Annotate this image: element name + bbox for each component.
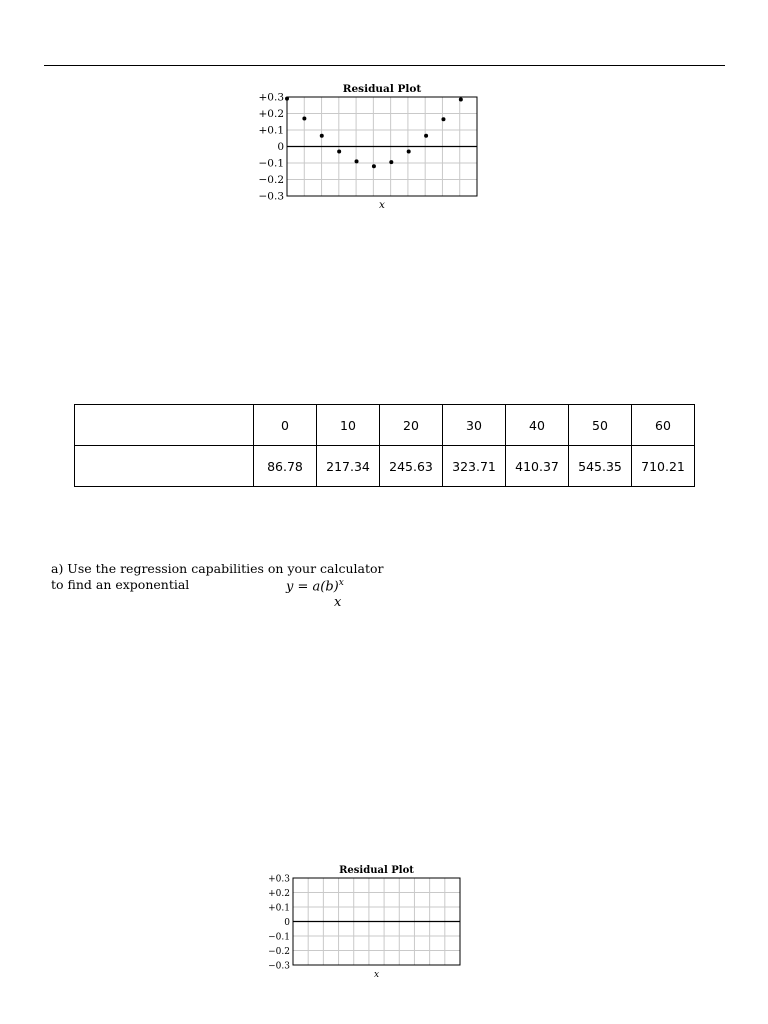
- residual-point: [337, 149, 341, 153]
- table-row-label: [75, 405, 254, 446]
- residual-point: [441, 117, 445, 121]
- table-cell: 710.21: [632, 446, 695, 487]
- y-tick-label: +0.1: [268, 903, 290, 914]
- header-rule: [44, 65, 725, 66]
- y-tick-label: +0.2: [258, 108, 284, 120]
- formula-main: y = a(b): [286, 579, 339, 595]
- y-tick-label: 0: [277, 141, 284, 153]
- formula-variable-below: x: [334, 595, 342, 610]
- y-tick-label: +0.3: [258, 91, 284, 104]
- y-tick-label: −0.3: [258, 190, 284, 203]
- residual-point: [285, 97, 289, 101]
- x-axis-label: x: [379, 199, 385, 211]
- table-row-y: [75, 446, 695, 487]
- table-cell: 20: [380, 405, 443, 446]
- data-table: [74, 404, 695, 487]
- exponential-formula: [286, 578, 344, 594]
- y-tick-label: −0.2: [268, 947, 290, 957]
- residual-plot-top: [250, 82, 490, 214]
- y-tick-label: −0.2: [258, 174, 284, 186]
- residual-point: [320, 134, 324, 138]
- table-row-label: [75, 446, 254, 487]
- plot-title: Residual Plot: [339, 865, 414, 876]
- x-axis-label: x: [373, 970, 380, 980]
- residual-point: [424, 134, 428, 138]
- residual-point: [372, 164, 376, 168]
- table-cell: 245.63: [380, 446, 443, 487]
- residual-plot-top-svg: [250, 82, 490, 214]
- table-row-x: [75, 405, 695, 446]
- y-tick-label: −0.1: [268, 932, 290, 943]
- table-cell: 0: [254, 405, 317, 446]
- table-cell: 50: [569, 405, 632, 446]
- y-tick-label: +0.2: [268, 889, 290, 899]
- table-cell: 410.37: [506, 446, 569, 487]
- table-cell: 86.78: [254, 446, 317, 487]
- table-cell: 323.71: [443, 446, 506, 487]
- table-cell: 30: [443, 405, 506, 446]
- residual-plot-bottom: [256, 865, 476, 983]
- table-cell: 10: [317, 405, 380, 446]
- y-tick-label: +0.3: [268, 874, 290, 885]
- y-tick-label: −0.3: [268, 961, 290, 972]
- table-cell: 40: [506, 405, 569, 446]
- y-tick-label: −0.1: [258, 157, 284, 170]
- residual-point: [302, 116, 306, 120]
- residual-point: [389, 160, 393, 164]
- table-cell: 545.35: [569, 446, 632, 487]
- residual-point: [355, 159, 359, 163]
- table-cell: 60: [632, 405, 695, 446]
- formula-exponent: x: [338, 578, 344, 588]
- residual-plot-bottom-svg: [256, 865, 476, 983]
- plot-title: Residual Plot: [342, 83, 422, 95]
- residual-point: [459, 97, 463, 101]
- table-cell: 217.34: [317, 446, 380, 487]
- residual-point: [407, 149, 411, 153]
- question-line-1: a) Use the regression capabilities on your calculator: [51, 561, 384, 576]
- y-tick-label: +0.1: [258, 124, 284, 137]
- y-tick-label: 0: [284, 918, 290, 928]
- question-line-2: to find an exponential: [51, 577, 190, 592]
